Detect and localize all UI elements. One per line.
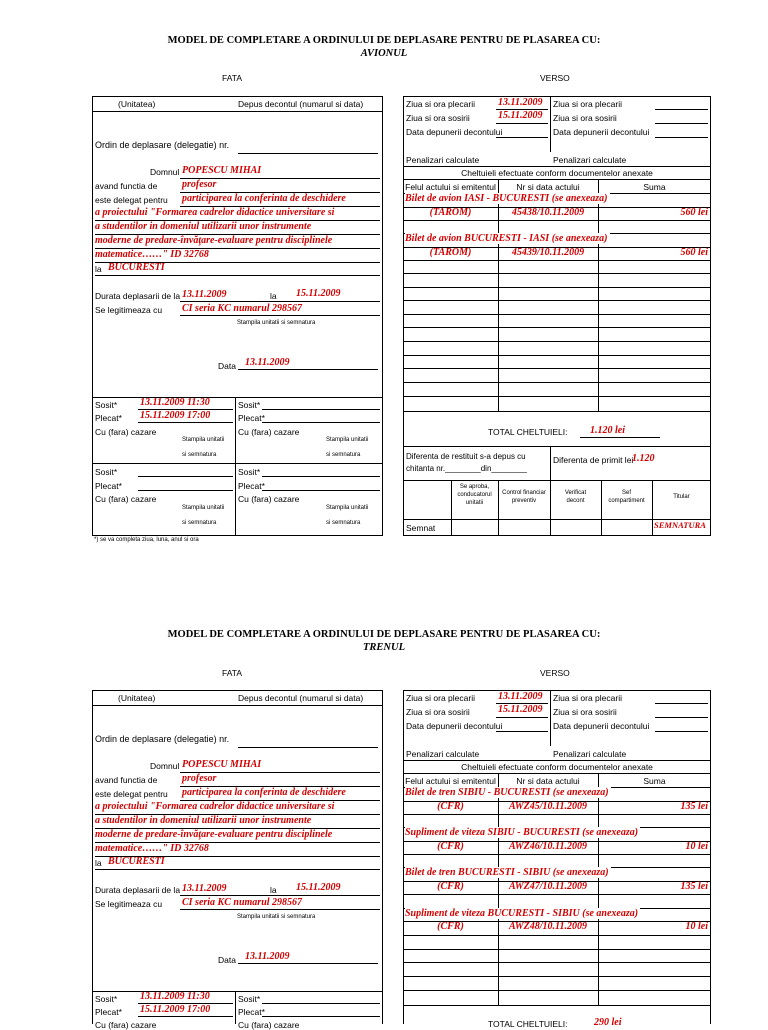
sosit-label: Sosit* xyxy=(95,994,118,1004)
scop-line-5: matematice……" ID 32768 xyxy=(95,249,209,260)
cazare-label: Cu (fara) cazare xyxy=(95,1020,157,1030)
expense-suma: 10 lei xyxy=(685,921,708,932)
expense-emitent: (TAROM) xyxy=(429,247,472,258)
data-depunerii-label: Data depunerii decontului xyxy=(406,127,503,137)
expense-desc: Bilet de tren BUCURESTI - SIBIU (se anexeaza) xyxy=(405,867,609,878)
col-suma: Suma xyxy=(643,182,666,192)
verso-label: VERSO xyxy=(540,73,570,83)
stamp-text: Stampila unitatii xyxy=(326,437,369,443)
scop-line-1: participarea la conferinta de deschidere xyxy=(182,787,346,798)
depus-label: Depus decontul (numarul si data) xyxy=(238,99,364,109)
plecat-label: Plecat* xyxy=(95,1007,122,1017)
expense-emitent: (CFR) xyxy=(437,841,464,852)
ziua-sosirii-label: Ziua si ora sosirii xyxy=(553,113,617,123)
expense-emitent: (CFR) xyxy=(437,881,464,892)
penalizari-label: Penalizari calculate xyxy=(553,749,627,759)
scop-line-4: moderne de predare-învăţare-evaluare pentru disciplinele xyxy=(95,829,333,840)
scop-line-2: a proiectului "Formarea cadrelor didactice universitare si xyxy=(95,207,335,218)
durata-de-value: 13.11.2009 xyxy=(182,289,227,300)
expense-nr: 45438/10.11.2009 xyxy=(511,207,585,218)
stamp-text: Stampila unitatii xyxy=(182,505,225,511)
legitimeaza-label: Se legitimeaza cu xyxy=(95,305,163,315)
footnote: *) se va completa ziua, luna, anul si ora xyxy=(94,537,199,543)
ziua-sosirii-label: Ziua si ora sosirii xyxy=(406,113,470,123)
legitimeaza-value: CI seria KC numarul 298567 xyxy=(182,897,303,908)
cfp-label: preventiv xyxy=(511,498,537,504)
domnul-value: POPESCU MIHAI xyxy=(182,759,262,770)
plecat-value: 15.11.2009 17:00 xyxy=(140,410,211,421)
stampila-text: Stampila unitatii si semnatura xyxy=(237,320,316,326)
ziua-plecarii-label: Ziua si ora plecarii xyxy=(553,99,622,109)
durata-la-label: la xyxy=(270,885,277,895)
cazare-label: Cu (fara) cazare xyxy=(95,494,157,504)
delegat-label: este delegat pentru xyxy=(95,789,168,799)
aprobat-label: Se aproba, xyxy=(459,484,490,490)
plecat-label: Plecat* xyxy=(95,413,122,423)
sosit-label: Sosit* xyxy=(238,400,261,410)
domnul-label: Domnul xyxy=(150,167,180,177)
sosit-value: 13.11.2009 11:30 xyxy=(140,991,210,1002)
cfp-label: Control financiar xyxy=(502,490,546,496)
expense-desc: Bilet de avion BUCURESTI - IASI (se anexeaza) xyxy=(405,233,608,244)
data-label: Data xyxy=(218,361,236,371)
data-depunerii-label: Data depunerii decontului xyxy=(553,127,650,137)
scop-line-3: a studentilor in domeniul utilizarii unor instrumente xyxy=(95,815,312,826)
model2-subtitle: TRENUL xyxy=(363,642,405,653)
la-value: BUCURESTI xyxy=(108,856,165,867)
total-label: TOTAL CHELTUIELI: xyxy=(488,1019,568,1029)
restituit-label-2: chitanta nr.________din________ xyxy=(406,464,527,473)
total-label: TOTAL CHELTUIELI: xyxy=(488,427,568,437)
stamp-text: Stampila unitatii xyxy=(326,505,369,511)
functia-value: profesor xyxy=(182,179,217,190)
data-depunerii-label: Data depunerii decontului xyxy=(553,721,650,731)
cazare-label: Cu (fara) cazare xyxy=(238,1020,300,1030)
sosit-label: Sosit* xyxy=(95,400,118,410)
depus-label: Depus decontul (numarul si data) xyxy=(238,693,364,703)
stamp-text: si semnatura xyxy=(182,520,217,526)
expense-desc: Supliment de viteza SIBIU - BUCURESTI (se anexeaza) xyxy=(405,827,639,838)
expense-desc: Bilet de avion IASI - BUCURESTI (se anexeaza) xyxy=(405,193,608,204)
la-value: BUCURESTI xyxy=(108,262,165,273)
scop-line-1: participarea la conferinta de deschidere xyxy=(182,193,346,204)
penalizari-label: Penalizari calculate xyxy=(553,155,627,165)
sosit-label: Sosit* xyxy=(238,467,261,477)
primit-value: 1.120 xyxy=(632,453,655,464)
data-value: 13.11.2009 xyxy=(245,951,290,962)
expense-nr: 45439/10.11.2009 xyxy=(511,247,585,258)
ziua-plecarii-label: Ziua si ora plecarii xyxy=(406,99,475,109)
verificat-label: Verificat xyxy=(564,490,587,496)
data-value: 13.11.2009 xyxy=(245,357,290,368)
model1-subtitle: AVIONUL xyxy=(360,48,408,59)
scop-line-4: moderne de predare-învăţare-evaluare pentru disciplinele xyxy=(95,235,333,246)
ziua-sosirii-label: Ziua si ora sosirii xyxy=(406,707,470,717)
expense-suma: 135 lei xyxy=(680,801,708,812)
plecat-label: Plecat* xyxy=(238,1007,265,1017)
legitimeaza-value: CI seria KC numarul 298567 xyxy=(182,303,303,314)
col-felul: Felul actului si emitentul xyxy=(405,182,496,192)
stamp-text: Stampila unitatii xyxy=(182,437,225,443)
expense-suma: 10 lei xyxy=(685,841,708,852)
plecat-label: Plecat* xyxy=(238,481,265,491)
functia-label: avand functia de xyxy=(95,775,158,785)
verificat-label: decont xyxy=(566,498,585,504)
back-form-2 xyxy=(403,690,711,1029)
plecat-label: Plecat* xyxy=(238,413,265,423)
durata-de-value: 13.11.2009 xyxy=(182,883,227,894)
verso-label: VERSO xyxy=(540,668,570,678)
semnat-label: Semnat xyxy=(406,523,436,533)
expense-desc: Bilet de tren SIBIU - BUCURESTI (se anexeaza) xyxy=(405,787,609,798)
durata-label: Durata deplasarii de la xyxy=(95,291,181,301)
durata-label: Durata deplasarii de la xyxy=(95,885,181,895)
col-nr: Nr si data actului xyxy=(516,182,580,192)
expense-emitent: (CFR) xyxy=(437,801,464,812)
cheltuieli-header: Cheltuieli efectuate conform documentelor anexate xyxy=(461,762,653,772)
ordin-label: Ordin de deplasare (delegatie) nr. xyxy=(95,734,230,744)
legitimeaza-label: Se legitimeaza cu xyxy=(95,899,163,909)
data-depunerii-label: Data depunerii decontului xyxy=(406,721,503,731)
plecat-value: 15.11.2009 17:00 xyxy=(140,1004,211,1015)
restituit-label: Diferenta de restituit s-a depus cu xyxy=(406,452,526,461)
expense-emitent: (CFR) xyxy=(437,921,464,932)
sosit-label: Sosit* xyxy=(238,994,261,1004)
sef-label: compartiment xyxy=(608,498,645,504)
expense-suma: 560 lei xyxy=(680,247,708,258)
total-value: 1.120 lei xyxy=(590,425,625,436)
expense-suma: 135 lei xyxy=(680,881,708,892)
stamp-text: si semnatura xyxy=(326,452,361,458)
aprobat-label: conducatorul xyxy=(457,492,492,498)
expense-nr: AWZ45/10.11.2009 xyxy=(509,801,587,812)
fata-label: FATA xyxy=(222,73,242,83)
durata-la-value: 15.11.2009 xyxy=(296,288,341,299)
data-label: Data xyxy=(218,955,236,965)
scop-line-2: a proiectului "Formarea cadrelor didactice universitare si xyxy=(95,801,335,812)
sosit-label: Sosit* xyxy=(95,467,118,477)
model2-title: MODEL DE COMPLETARE A ORDINULUI DE DEPLASARE PENTRU DE PLASAREA CU: xyxy=(167,629,601,640)
expense-emitent: (TAROM) xyxy=(429,207,472,218)
sef-label: Sef xyxy=(621,490,631,496)
cazare-label: Cu (fara) cazare xyxy=(238,494,300,504)
col-felul: Felul actului si emitentul xyxy=(405,776,496,786)
ziua-plecarii-label: Ziua si ora plecarii xyxy=(406,693,475,703)
scop-line-3: a studentilor in domeniul utilizarii unor instrumente xyxy=(95,221,312,232)
sosire-value: 15.11.2009 xyxy=(498,704,543,715)
expense-nr: AWZ48/10.11.2009 xyxy=(509,921,587,932)
ordin-label: Ordin de deplasare (delegatie) nr. xyxy=(95,140,230,150)
sosit-value: 13.11.2009 11:30 xyxy=(140,397,210,408)
plecare-value: 13.11.2009 xyxy=(498,691,543,702)
semnatura-value: SEMNATURA xyxy=(654,520,706,530)
sosire-value: 15.11.2009 xyxy=(498,110,543,121)
cazare-label: Cu (fara) cazare xyxy=(238,427,300,437)
delegat-label: este delegat pentru xyxy=(95,195,168,205)
expense-nr: AWZ47/10.11.2009 xyxy=(509,881,587,892)
aprobat-label: unitatii xyxy=(465,500,484,506)
penalizari-label: Penalizari calculate xyxy=(406,749,480,759)
functia-value: profesor xyxy=(182,773,217,784)
durata-la-value: 15.11.2009 xyxy=(296,882,341,893)
unitatea-label: (Unitatea) xyxy=(118,693,156,703)
expense-desc: Supliment de viteza BUCURESTI - SIBIU (se anexeaza) xyxy=(405,908,639,919)
model1-title: MODEL DE COMPLETARE A ORDINULUI DE DEPLASARE PENTRU DE PLASAREA CU: xyxy=(167,35,601,46)
functia-label: avand functia de xyxy=(95,181,158,191)
la-label: la xyxy=(95,264,102,274)
fata-label: FATA xyxy=(222,668,242,678)
cazare-label: Cu (fara) cazare xyxy=(95,427,157,437)
expense-suma: 560 lei xyxy=(680,207,708,218)
domnul-label: Domnul xyxy=(150,761,180,771)
ziua-plecarii-label: Ziua si ora plecarii xyxy=(553,693,622,703)
la-label: la xyxy=(95,858,102,868)
penalizari-label: Penalizari calculate xyxy=(406,155,480,165)
col-suma: Suma xyxy=(643,776,666,786)
unitatea-label: (Unitatea) xyxy=(118,99,156,109)
titular-label: Titular xyxy=(673,494,690,500)
plecare-value: 13.11.2009 xyxy=(498,97,543,108)
domnul-value: POPESCU MIHAI xyxy=(182,165,262,176)
col-nr: Nr si data actului xyxy=(516,776,580,786)
durata-la-label: la xyxy=(270,291,277,301)
primit-label: Diferenta de primit lei xyxy=(553,455,634,465)
stamp-text: si semnatura xyxy=(182,452,217,458)
total-value: 290 lei xyxy=(594,1017,622,1028)
stampila-text: Stampila unitatii si semnatura xyxy=(237,914,316,920)
expense-nr: AWZ46/10.11.2009 xyxy=(509,841,587,852)
ziua-sosirii-label: Ziua si ora sosirii xyxy=(553,707,617,717)
stamp-text: si semnatura xyxy=(326,520,361,526)
scop-line-5: matematice……" ID 32768 xyxy=(95,843,209,854)
plecat-label: Plecat* xyxy=(95,481,122,491)
cheltuieli-header: Cheltuieli efectuate conform documentelor anexate xyxy=(461,168,653,178)
